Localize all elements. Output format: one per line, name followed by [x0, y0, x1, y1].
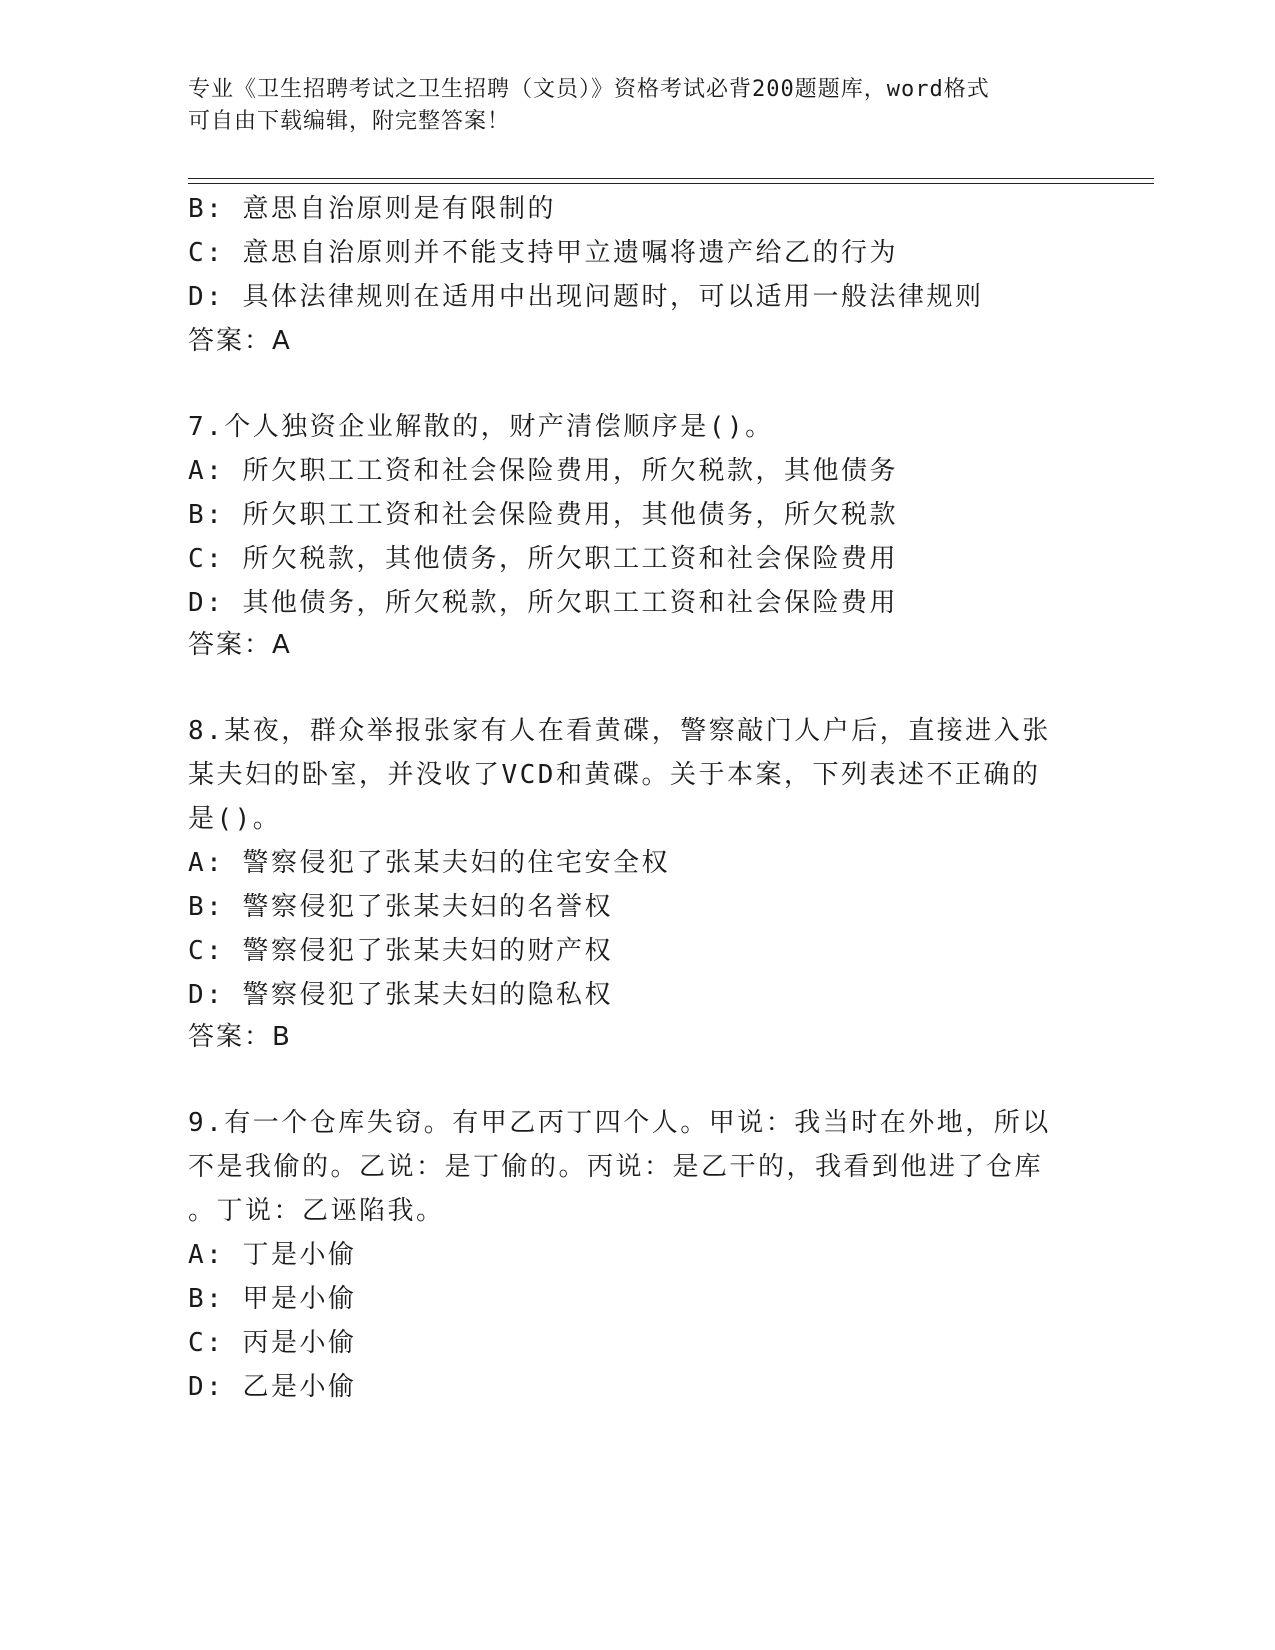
- q9-option-c: C: 丙是小偷: [188, 1328, 357, 1358]
- q8-option-c: C: 警察侵犯了张某夫妇的财产权: [188, 936, 613, 966]
- header-rule-bottom: [188, 183, 1154, 184]
- q9-question-line-3: 。丁说：乙诬陷我。: [188, 1196, 445, 1226]
- header-rule-top: [188, 178, 1154, 179]
- q7-option-a: A: 所欠职工工资和社会保险费用，所欠税款，其他债务: [188, 456, 898, 486]
- q8-question-line-3: 是()。: [188, 804, 282, 834]
- q9-option-d: D: 乙是小偷: [188, 1372, 357, 1402]
- q7-option-c: C: 所欠税款，其他债务，所欠职工工资和社会保险费用: [188, 544, 898, 574]
- q8-question-line-1: 8.某夜，群众举报张家有人在看黄碟，警察敲门人户后，直接进入张: [188, 716, 1051, 746]
- header-title-line-1: 专业《卫生招聘考试之卫生招聘（文员）》资格考试必背200题题库，word格式: [188, 77, 990, 102]
- q9-option-a: A: 丁是小偷: [188, 1240, 357, 1270]
- q6-answer: 答案：A: [188, 326, 292, 356]
- q8-question-line-2: 某夫妇的卧室，并没收了VCD和黄碟。关于本案，下列表述不正确的: [188, 760, 1041, 790]
- q8-option-d: D: 警察侵犯了张某夫妇的隐私权: [188, 980, 613, 1010]
- document-header: [188, 74, 1068, 138]
- q9-question-line-2: 不是我偷的。乙说：是丁偷的。丙说：是乙干的，我看到他进了仓库: [188, 1152, 1044, 1182]
- q8-option-a: A: 警察侵犯了张某夫妇的住宅安全权: [188, 848, 670, 878]
- q7-option-b: B: 所欠职工工资和社会保险费用，其他债务，所欠税款: [188, 500, 898, 530]
- q6-option-c: C: 意思自治原则并不能支持甲立遗嘱将遗产给乙的行为: [188, 238, 898, 268]
- q8-option-b: B: 警察侵犯了张某夫妇的名誉权: [188, 892, 613, 922]
- q9-option-b: B: 甲是小偷: [188, 1284, 357, 1314]
- q7-option-d: D: 其他债务，所欠税款，所欠职工工资和社会保险费用: [188, 588, 898, 618]
- q7-question: 7.个人独资企业解散的，财产清偿顺序是()。: [188, 412, 774, 442]
- q6-option-b: B: 意思自治原则是有限制的: [188, 194, 556, 224]
- q9-question-line-1: 9.有一个仓库失窃。有甲乙丙丁四个人。甲说：我当时在外地，所以: [188, 1108, 1051, 1138]
- q8-answer: 答案：B: [188, 1022, 292, 1052]
- q6-option-d: D: 具体法律规则在适用中出现问题时，可以适用一般法律规则: [188, 282, 984, 312]
- q7-answer: 答案：A: [188, 630, 292, 660]
- header-title-line-2: 可自由下载编辑，附完整答案！: [188, 109, 511, 134]
